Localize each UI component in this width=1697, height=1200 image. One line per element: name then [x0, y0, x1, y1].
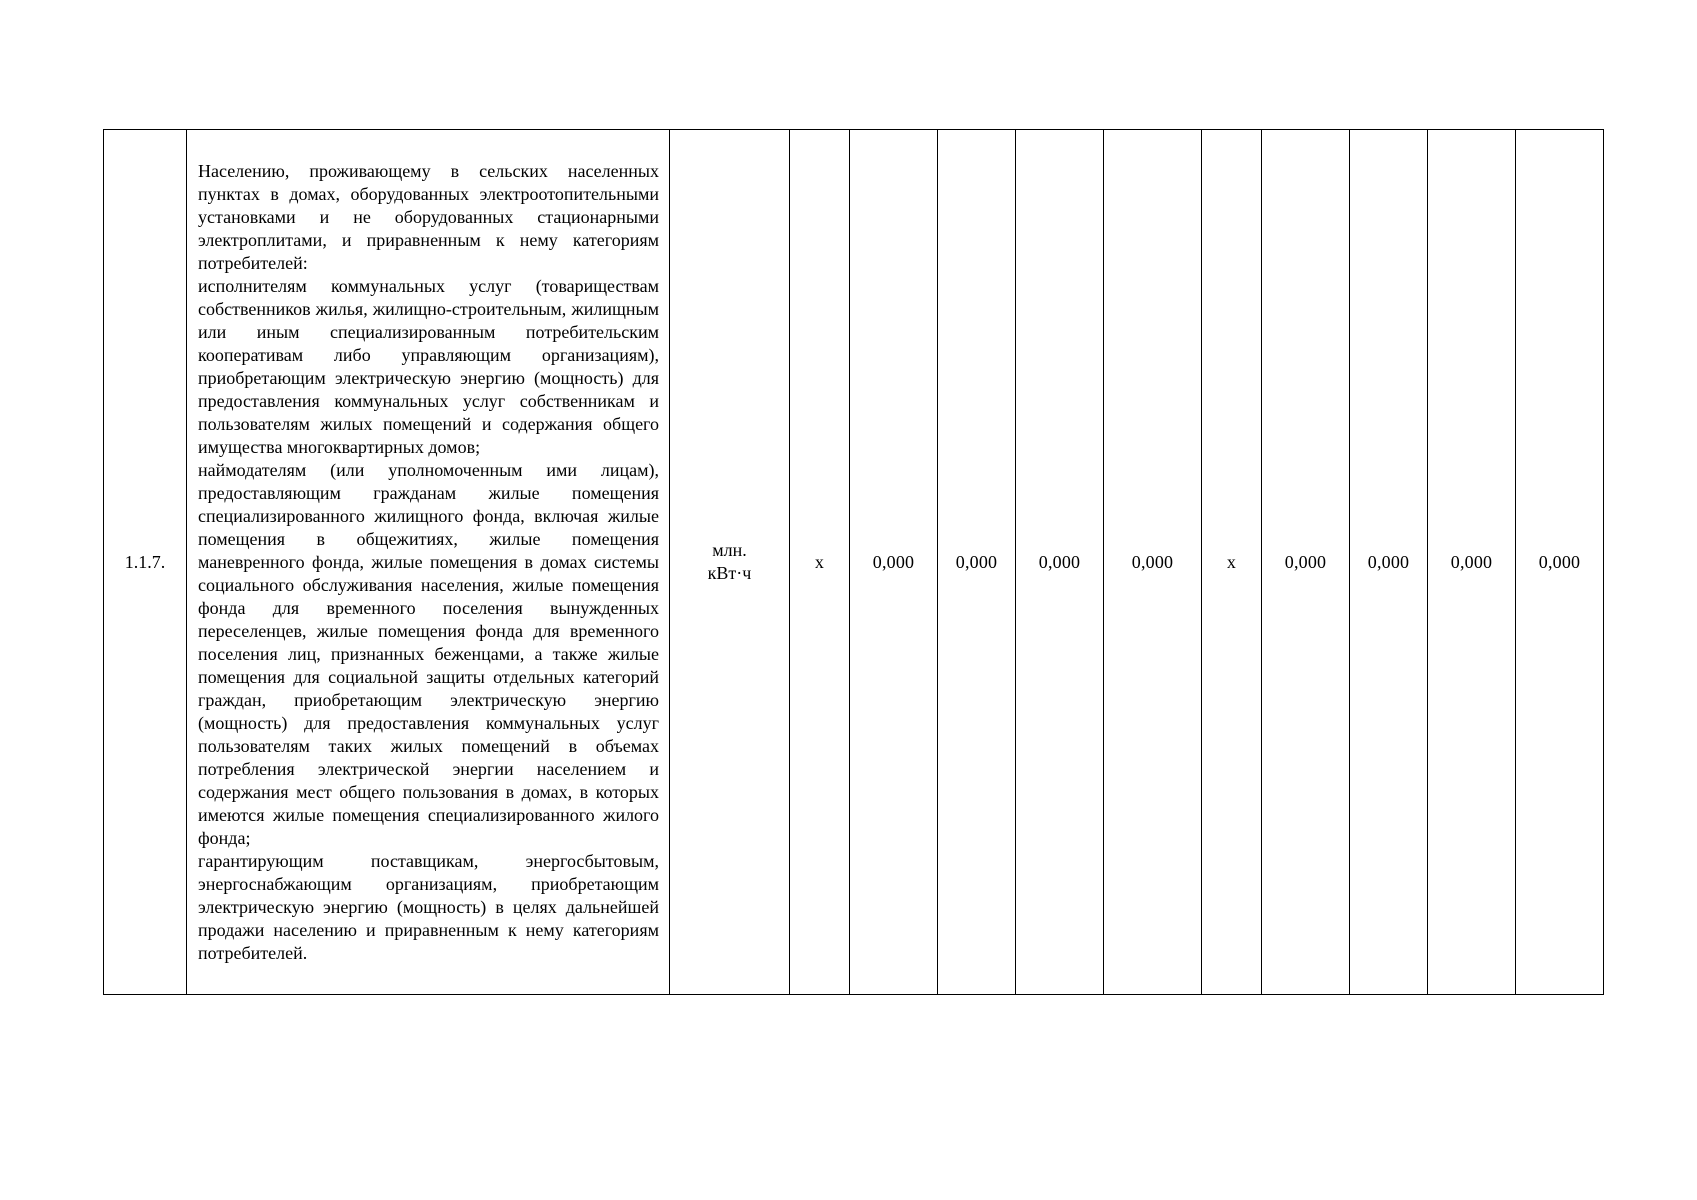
table-row	[104, 130, 1604, 995]
value-cell: 0,000	[850, 130, 938, 995]
value-cell: х	[1202, 130, 1262, 995]
description-paragraph: гарантирующим поставщикам, энергосбытовым, энергоснабжающим организациям, приобретающим электрическую энергию (мощность) в целях дальнейшей продажи населению и приравненным к нему категориям потребителей.	[198, 850, 659, 963]
description-paragraph: исполнителям коммунальных услуг (товариществам собственников жилья, жилищно-строительным, жилищным или иным специализированным потребительским кооперативам либо управляющим организациям), приобретающим электрическую энергию (мощность) для предоставления коммунальных услуг собственникам и пользователям жилых помещений и содержания общего имущества многоквартирных домов;	[198, 275, 659, 457]
tariff-table	[103, 129, 1604, 995]
value-cell: 0,000	[1016, 130, 1104, 995]
value-cell: 0,000	[1104, 130, 1202, 995]
unit-line: млн.	[712, 540, 747, 560]
value-cell: 0,000	[1516, 130, 1604, 995]
unit-cell	[670, 130, 790, 995]
unit-line: кВт·ч	[707, 563, 752, 583]
row-number: 1.1.7.	[104, 130, 187, 995]
description-paragraph: Населению, проживающему в сельских населенных пунктах в домах, оборудованных электроотопительными установками и не оборудованных стационарными электроплитами, и приравненным к нему категориям потребителей:	[198, 160, 659, 273]
value-cell: 0,000	[1262, 130, 1350, 995]
row-description	[187, 130, 670, 995]
value-cell: 0,000	[938, 130, 1016, 995]
description-paragraph: наймодателям (или уполномоченным ими лицам), предоставляющим гражданам жилые помещения специализированного жилищного фонда, включая жилые помещения в общежитиях, жилые помещения маневренного фонда, жилые помещения в домах системы социального обслуживания населения, жилые помещения фонда для временного поселения вынужденных переселенцев, жилые помещения фонда для временного поселения лиц, признанных беженцами, а также жилые помещения для социальной защиты отдельных категорий граждан, приобретающим электрическую энергию (мощность) для предоставления коммунальных услуг пользователям таких жилых помещений в объемах потребления электрической энергии населением и содержания мест общего пользования в домах, в которых имеются жилые помещения специализированного жилого фонда;	[198, 459, 659, 848]
value-cell: 0,000	[1428, 130, 1516, 995]
value-cell: 0,000	[1350, 130, 1428, 995]
value-cell: х	[790, 130, 850, 995]
